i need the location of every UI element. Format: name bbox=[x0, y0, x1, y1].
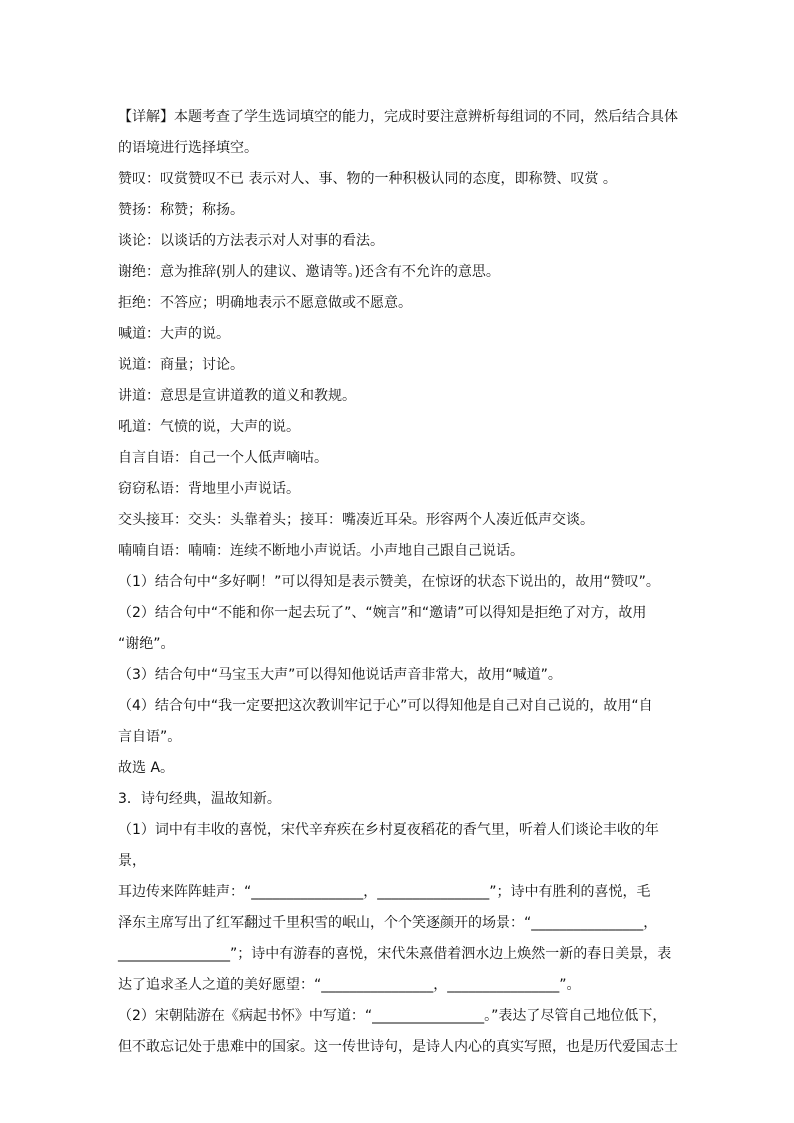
fill-blank-line: 达了追求圣人之道的美好愿望：“________________，________________”。 bbox=[118, 977, 581, 993]
fill-blank-line: 泽东主席写出了红军翻过千里积雪的岷山，个个笑逐颜开的场景：“________________， bbox=[118, 915, 658, 931]
text-line: 拒绝：不答应；明确地表示不愿意做或不愿意。 bbox=[118, 295, 412, 311]
text-line: 窃窃私语：背地里小声说话。 bbox=[118, 481, 300, 497]
text-line: 故选 A。 bbox=[118, 760, 175, 776]
text-line: 谈论：以谈话的方法表示对人对事的看法。 bbox=[118, 233, 384, 249]
text-line: 【详解】本题考查了学生选词填空的能力，完成时要注意辨析每组词的不同，然后结合具体 bbox=[118, 109, 678, 125]
fill-blank-line: ________________”；诗中有游春的喜悦，宋代朱熹借着泗水边上焕然一新的春日美景，表 bbox=[118, 946, 672, 962]
text-line: “谢绝”。 bbox=[118, 636, 175, 652]
text-line: 谢绝：意为推辞(别人的建议、邀请等。)还含有不允许的意思。 bbox=[118, 264, 500, 280]
text-line: 的语境进行选择填空。 bbox=[118, 140, 258, 156]
text-line: 说道：商量；讨论。 bbox=[118, 357, 244, 373]
text-line: （1）词中有丰收的喜悦，宋代辛弃疾在乡村夏夜稻花的香气里，听着人们谈论丰收的年景， bbox=[118, 822, 659, 869]
text-line: 交头接耳：交头：头靠着头；接耳：嘴凑近耳朵。形容两个人凑近低声交谈。 bbox=[118, 512, 594, 528]
fill-blank-line: 耳边传来阵阵蛙声：“________________，________________”；诗中有胜利的喜悦，毛 bbox=[118, 884, 651, 900]
text-line: 讲道：意思是宣讲道教的道义和教规。 bbox=[118, 388, 356, 404]
fill-blank-line: （2）宋朝陆游在《病起书怀》中写道：“________________。”表达了尽管自己地位低下， bbox=[118, 1008, 667, 1024]
text-line: （4）结合句中“我一定要把这次教训牢记于心”可以得知他是自己对自己说的，故用“自 bbox=[118, 698, 653, 714]
text-line: 但不敢忘记处于患难中的国家。这一传世诗句，是诗人内心的真实写照，也是历代爱国志士 bbox=[118, 1039, 678, 1055]
text-line: 吼道：气愤的说，大声的说。 bbox=[118, 419, 300, 435]
text-line: 喃喃自语：喃喃：连续不断地小声说话。小声地自己跟自己说话。 bbox=[118, 543, 524, 559]
document-body bbox=[118, 102, 680, 1063]
text-line: 赞扬：称赞；称扬。 bbox=[118, 202, 244, 218]
text-line: 喊道：大声的说。 bbox=[118, 326, 230, 342]
text-line: 自言自语：自己一个人低声嘀咕。 bbox=[118, 450, 328, 466]
text-line: 言自语”。 bbox=[118, 729, 182, 745]
question-heading: 3．诗句经典，温故知新。 bbox=[118, 791, 281, 807]
text-line: （2）结合句中“不能和你一起去玩了”、“婉言”和“邀请”可以得知是拒绝了对方，故用 bbox=[118, 605, 647, 621]
text-line: （1）结合句中“多好啊！”可以得知是表示赞美，在惊讶的状态下说出的，故用“赞叹”。 bbox=[118, 574, 660, 590]
text-line: （3）结合句中“马宝玉大声”可以得知他说话声音非常大，故用“喊道”。 bbox=[118, 667, 562, 683]
text-line: 赞叹：叹赏赞叹不已 表示对人、事、物的一种积极认同的态度，即称赞、叹赏 。 bbox=[118, 171, 617, 187]
